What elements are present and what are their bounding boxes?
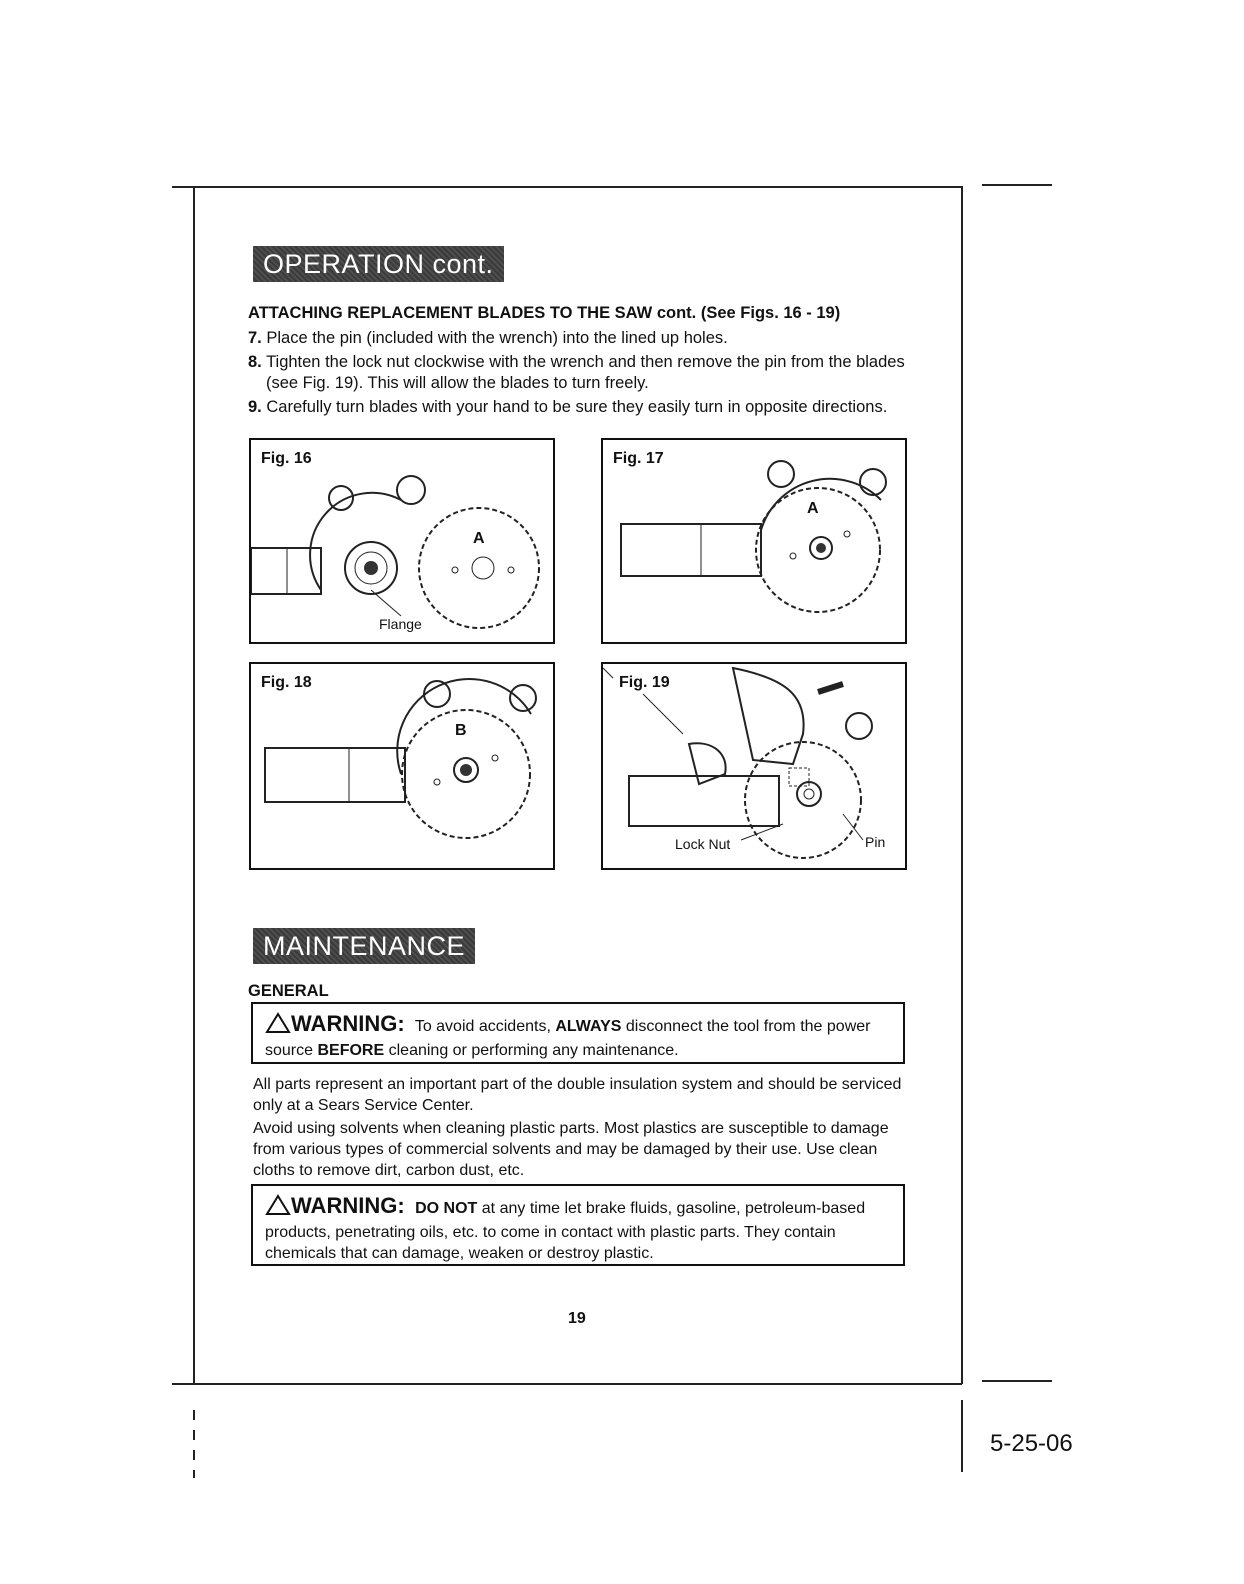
operation-subheading bbox=[248, 304, 908, 323]
page-number: 19 bbox=[568, 1310, 586, 1327]
fig18-blade-letter: B bbox=[455, 722, 467, 739]
step-text: Carefully turn blades with your hand to be sure they easily turn in opposite directions. bbox=[266, 398, 888, 416]
fig19-label: Fig. 19 bbox=[619, 674, 670, 691]
warning1-text-3: cleaning or performing any maintenance. bbox=[388, 1042, 679, 1059]
warning-box-disconnect bbox=[251, 1002, 905, 1064]
fig18-illustration bbox=[251, 664, 553, 868]
step-number: 9. bbox=[248, 398, 262, 416]
operation-banner: OPERATION cont. bbox=[253, 246, 504, 282]
warning-triangle-icon bbox=[265, 1194, 291, 1222]
step-number: 8. bbox=[248, 353, 262, 371]
maintenance-paragraph-2: Avoid using solvents when cleaning plastic parts. Most plastics are susceptible to damage from various types of commercial solvents and may be damaged by their use. Use clean cloths to remove dirt, carbon dust, etc. bbox=[253, 1120, 889, 1179]
warning-box-chemicals bbox=[251, 1184, 905, 1266]
maintenance-paragraph-1: All parts represent an important part of the double insulation system and should be serviced only at a Sears Service Center. bbox=[253, 1076, 902, 1114]
bottom-right-rule bbox=[982, 1380, 1052, 1382]
step-item bbox=[248, 328, 908, 349]
fig17-blade-letter: A bbox=[807, 500, 819, 517]
step-text: Tighten the lock nut clockwise with the wrench and then remove the pin from the blades (see Fig. 19). This will allow the blades to turn freely. bbox=[266, 353, 905, 392]
figure-17 bbox=[601, 438, 907, 644]
fig19-callout-pin: Pin bbox=[865, 834, 886, 850]
warning1-before: BEFORE bbox=[317, 1042, 385, 1059]
left-border-rule bbox=[193, 186, 195, 1384]
fig16-label: Fig. 16 bbox=[261, 450, 312, 467]
warning2-do-not: DO NOT bbox=[415, 1200, 478, 1217]
step-number: 7. bbox=[248, 329, 262, 347]
warning-word: WARNING: bbox=[291, 1193, 405, 1218]
warning-triangle-icon bbox=[265, 1012, 291, 1040]
general-subheading: GENERAL bbox=[248, 982, 329, 1000]
date-stamp: 5-25-06 bbox=[990, 1430, 1073, 1457]
step-item bbox=[248, 397, 908, 418]
fig16-callout-flange: Flange bbox=[379, 616, 422, 632]
crop-mark-left bbox=[193, 1410, 195, 1478]
warning-word: WARNING: bbox=[291, 1011, 405, 1036]
bottom-border-rule bbox=[172, 1383, 962, 1385]
fig17-illustration bbox=[603, 440, 905, 642]
warning2-text: at any time let brake fluids, gasoline, petroleum-based products, penetrating oils, etc. to come in contact with plastic parts. They contain chemicals that can damage, weaken or destroy plastic. bbox=[265, 1200, 866, 1262]
top-border-rule bbox=[172, 186, 962, 188]
fig19-illustration bbox=[603, 664, 905, 868]
maintenance-banner: MAINTENANCE bbox=[253, 928, 475, 964]
step-text: Place the pin (included with the wrench) into the lined up holes. bbox=[266, 329, 728, 347]
top-right-rule bbox=[982, 184, 1052, 186]
fig19-callout-lock-nut: Lock Nut bbox=[675, 836, 731, 852]
warning1-text-2: disconnect the tool from the power source bbox=[265, 1018, 871, 1059]
subheading-ref: (See Figs. 16 - 19) bbox=[700, 304, 841, 322]
fig16-illustration bbox=[251, 440, 553, 642]
fig16-blade-letter: A bbox=[473, 530, 485, 547]
figure-18 bbox=[249, 662, 555, 870]
figure-19 bbox=[601, 662, 907, 870]
figure-16 bbox=[249, 438, 555, 644]
subheading-title: ATTACHING REPLACEMENT BLADES TO THE SAW cont. bbox=[248, 304, 697, 322]
fig17-label: Fig. 17 bbox=[613, 450, 664, 467]
crop-mark-right bbox=[961, 1400, 963, 1472]
warning1-text-1: To avoid accidents, bbox=[414, 1018, 551, 1035]
operation-steps bbox=[248, 328, 908, 418]
right-border-rule bbox=[961, 186, 963, 1384]
step-item bbox=[248, 352, 908, 394]
fig18-label: Fig. 18 bbox=[261, 674, 312, 691]
warning1-always: ALWAYS bbox=[555, 1018, 622, 1035]
